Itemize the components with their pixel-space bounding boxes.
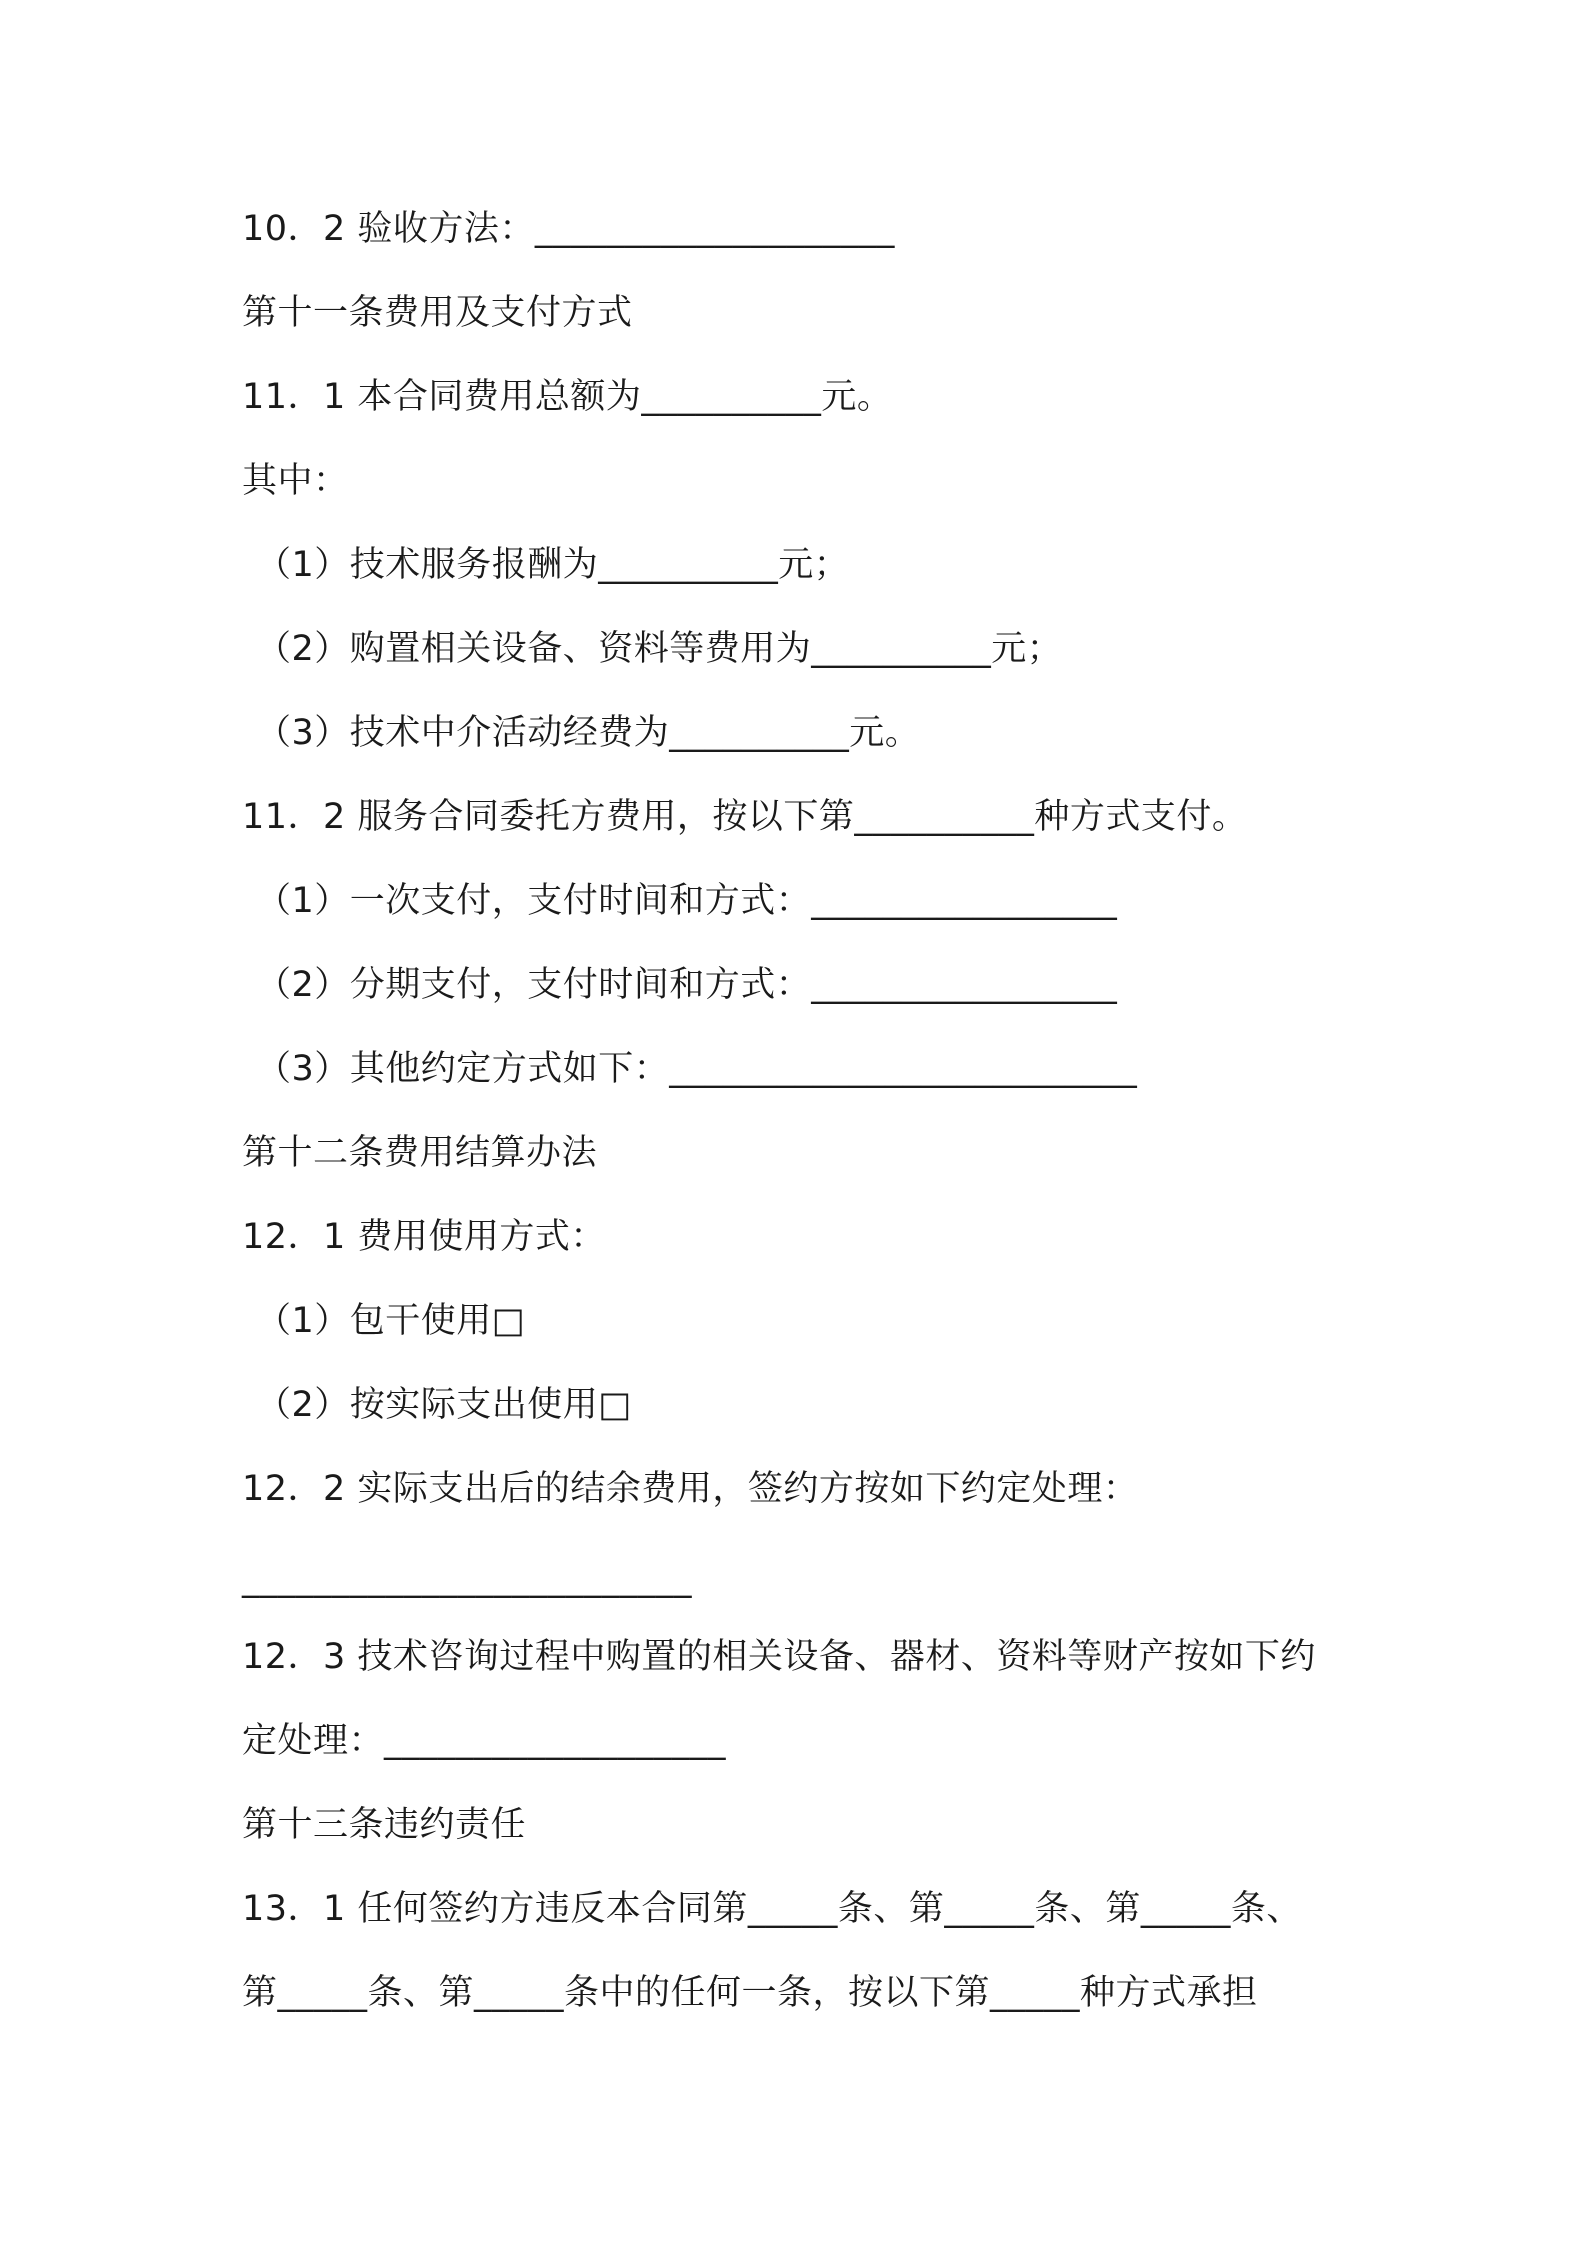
payment-option-lump-sum: （1）一次支付，支付时间和方式：_________________ <box>256 881 1118 921</box>
clause-12-2-surplus-handling: 12．2 实际支出后的结余费用，签约方按如下约定处理： <box>242 1469 1139 1509</box>
clause-11-2-payment-method: 11．2 服务合同委托方费用，按以下第__________种方式支付。 <box>242 797 1248 837</box>
article-13-heading: 第十三条违约责任 <box>242 1805 527 1845</box>
payment-option-other: （3）其他约定方式如下：__________________________ <box>256 1049 1138 1089</box>
article-12-heading: 第十二条费用结算办法 <box>242 1133 598 1173</box>
usage-option-lump-sum-checkbox: （1）包干使用□ <box>256 1301 526 1341</box>
clause-12-3-property-handling: 12．3 技术咨询过程中购置的相关设备、器材、资料等财产按如下约 <box>242 1637 1316 1677</box>
clause-13-1-breach: 13．1 任何签约方违反本合同第_____条、第_____条、第_____条、 <box>242 1889 1302 1929</box>
article-11-heading: 第十一条费用及支付方式 <box>242 293 633 333</box>
fee-item-intermediary-activities: （3）技术中介活动经费为__________元。 <box>256 713 921 753</box>
clause-13-1-continuation: 第_____条、第_____条中的任何一条，按以下第_____种方式承担 <box>242 1973 1258 2013</box>
clause-11-1-total-fee: 11．1 本合同费用总额为__________元。 <box>242 377 893 417</box>
clause-12-3-continuation: 定处理：___________________ <box>242 1721 727 1761</box>
usage-option-actual-expense-checkbox: （2）按实际支出使用□ <box>256 1385 632 1425</box>
fee-item-equipment-materials: （2）购置相关设备、资料等费用为__________元； <box>256 629 1063 669</box>
surplus-handling-blank: _________________________ <box>242 1559 692 1599</box>
clause-12-1-fee-usage: 12．1 费用使用方式： <box>242 1217 606 1257</box>
payment-option-installments: （2）分期支付，支付时间和方式：_________________ <box>256 965 1118 1005</box>
fee-item-service-remuneration: （1）技术服务报酬为__________元； <box>256 545 850 585</box>
clause-10-2-acceptance-method: 10．2 验收方法：____________________ <box>242 209 895 249</box>
fee-breakdown-label: 其中： <box>242 461 349 501</box>
